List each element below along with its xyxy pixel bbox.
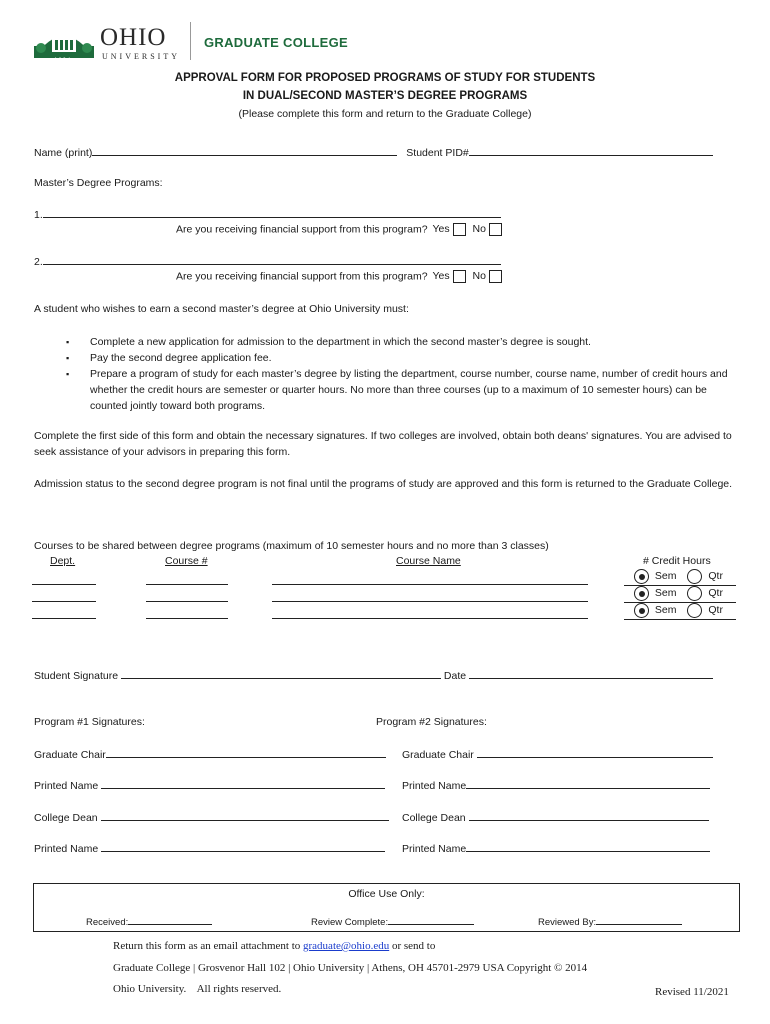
- college-dean-label: College Dean: [34, 812, 98, 824]
- sem-label: Sem: [654, 570, 677, 583]
- credit-hours-input-3[interactable]: [624, 619, 736, 620]
- program2-printed-name-row-1: [402, 779, 710, 792]
- requirement-item: ▪ Complete a new application for admission to the department in which the second master’s degree is sought.: [34, 334, 734, 350]
- pid-label: Student PID#: [406, 147, 469, 159]
- sem-label: Sem: [654, 587, 677, 600]
- program2-input[interactable]: [43, 255, 501, 265]
- graduate-college-label: GRADUATE COLLEGE: [204, 35, 348, 50]
- program1-printed-name-row-1: [34, 779, 385, 792]
- footer-send-text: or send to: [391, 940, 436, 952]
- printed-name-label: Printed Name: [34, 843, 99, 855]
- footer-line1: [113, 940, 435, 952]
- dept-input-1[interactable]: [32, 584, 96, 585]
- program1-signatures-label: Program #1 Signatures:: [34, 716, 145, 728]
- reviewed-by-row: [538, 916, 682, 928]
- col-course-name-header: Course Name: [396, 555, 461, 567]
- program1-printed-name-row-2: [34, 842, 385, 855]
- col-credit-hours-header: # Credit Hours: [643, 555, 711, 567]
- name-label: Name (print): [34, 147, 93, 159]
- program2-college-dean-row: [402, 811, 709, 824]
- name-row: [34, 146, 713, 159]
- program2-row: [34, 255, 501, 268]
- program2-yes-checkbox[interactable]: [453, 270, 466, 283]
- student-signature-label: Student Signature: [34, 670, 119, 682]
- program2-college-dean-input[interactable]: [469, 811, 709, 821]
- program1-yes-checkbox[interactable]: [453, 223, 466, 236]
- course-num-input-3[interactable]: [146, 618, 228, 619]
- qtr-label: Qtr: [708, 587, 723, 600]
- course-name-input-1[interactable]: [272, 584, 588, 585]
- instructions-paragraph: Complete the first side of this form and obtain the necessary signatures. If two colleges are involved, obtain both deans' signatures. You are advised to seek assistance of your advisors in preparing this form.: [34, 430, 732, 458]
- financial-question: Are you receiving financial support from this program?: [176, 223, 428, 236]
- program2-grad-chair-row: [402, 748, 713, 761]
- sem-radio-1[interactable]: [634, 569, 649, 584]
- ohio-university-logo: [32, 18, 182, 66]
- review-complete-label: Review Complete:: [311, 917, 389, 928]
- graduate-email-link[interactable]: graduate@ohio.edu: [303, 940, 390, 952]
- programs-label: Master’s Degree Programs:: [34, 177, 163, 189]
- dept-input-3[interactable]: [32, 618, 96, 619]
- admission-status-paragraph: Admission status to the second degree program is not final until the programs of study are approved and this form is returned to the Graduate College.: [34, 478, 733, 490]
- qtr-label: Qtr: [708, 604, 723, 617]
- review-complete-input[interactable]: [388, 916, 474, 925]
- program1-printed-name-input-1[interactable]: [101, 779, 385, 789]
- printed-name-label: Printed Name: [402, 843, 467, 855]
- review-complete-row: [311, 916, 474, 928]
- program2-printed-name-input-2[interactable]: [466, 842, 710, 852]
- course-num-input-2[interactable]: [146, 601, 228, 602]
- date-input[interactable]: [469, 669, 713, 679]
- printed-name-label: Printed Name: [34, 780, 99, 792]
- sem-label: Sem: [654, 604, 677, 617]
- reviewed-by-label: Reviewed By:: [538, 917, 597, 928]
- header-divider: [190, 22, 191, 60]
- pid-input[interactable]: [469, 146, 713, 156]
- requirement-item: ▪ Pay the second degree application fee.: [34, 350, 734, 366]
- program2-signatures-label: Program #2 Signatures:: [376, 716, 487, 728]
- received-row: [86, 916, 212, 928]
- program1-number: 1.: [34, 209, 43, 221]
- col-dept-header: Dept.: [50, 555, 76, 567]
- qtr-radio-1[interactable]: [687, 569, 702, 584]
- form-instruction: (Please complete this form and return to the Graduate College): [238, 108, 532, 120]
- requirements-intro: A student who wishes to earn a second master’s degree at Ohio University must:: [34, 303, 409, 315]
- qtr-radio-2[interactable]: [687, 586, 702, 601]
- grad-chair-label: Graduate Chair: [402, 749, 474, 761]
- requirements-list: [34, 334, 734, 414]
- program1-financial: [176, 223, 502, 236]
- course-num-input-1[interactable]: [146, 584, 228, 585]
- form-title-line1: APPROVAL FORM FOR PROPOSED PROGRAMS OF STUDY FOR STUDENTS: [174, 72, 596, 84]
- col-course-num-header: Course #: [165, 555, 208, 567]
- course-name-input-2[interactable]: [272, 601, 588, 602]
- footer-address: Graduate College | Grosvenor Hall 102 | Ohio University | Athens, OH 45701-2979 USA Copyright © 2014: [113, 962, 588, 974]
- no-label: No: [472, 270, 486, 283]
- program2-grad-chair-input[interactable]: [477, 748, 713, 758]
- reviewed-by-input[interactable]: [596, 916, 682, 925]
- program1-row: [34, 208, 501, 221]
- courses-heading: Courses to be shared between degree programs (maximum of 10 semester hours and no more than 3 classes): [34, 540, 549, 552]
- footer-rights: Ohio University. All rights reserved.: [113, 983, 282, 995]
- date-label: Date: [443, 670, 467, 682]
- program1-college-dean-input[interactable]: [101, 811, 389, 821]
- revised-date: Revised 11/2021: [655, 986, 729, 998]
- received-label: Received:: [86, 917, 129, 928]
- program2-financial: [176, 270, 502, 283]
- yes-label: Yes: [432, 223, 450, 236]
- college-dean-label: College Dean: [402, 812, 466, 824]
- sem-radio-2[interactable]: [634, 586, 649, 601]
- student-signature-input[interactable]: [121, 669, 441, 679]
- program1-college-dean-row: [34, 811, 389, 824]
- program1-grad-chair-row: [34, 748, 386, 761]
- program2-no-checkbox[interactable]: [489, 270, 502, 283]
- seal-year: 1804: [54, 58, 72, 64]
- footer-return-text: Return this form as an email attachment to: [113, 940, 301, 952]
- name-input[interactable]: [92, 146, 397, 156]
- financial-question: Are you receiving financial support from this program?: [176, 270, 428, 283]
- grad-chair-label: Graduate Chair: [34, 749, 106, 761]
- sem-radio-3[interactable]: [634, 603, 649, 618]
- printed-name-label: Printed Name: [402, 780, 467, 792]
- university-name: OHIO: [100, 24, 167, 51]
- credit-row-1: [634, 569, 723, 584]
- qtr-radio-3[interactable]: [687, 603, 702, 618]
- program1-no-checkbox[interactable]: [489, 223, 502, 236]
- received-input[interactable]: [128, 916, 212, 925]
- credit-row-2: [634, 586, 723, 601]
- requirement-item: ▪ Prepare a program of study for each master’s degree by listing the department, course number, course name, number of credit hours and whether the credit hours are semester or quarter hours. No more than three courses (up to a maximum of 10 semester hours) can be counted jointly toward both programs.: [34, 366, 734, 414]
- no-label: No: [472, 223, 486, 236]
- program2-number: 2.: [34, 256, 43, 268]
- student-signature-row: [34, 669, 713, 682]
- dept-input-2[interactable]: [32, 601, 96, 602]
- qtr-label: Qtr: [708, 570, 723, 583]
- university-subtitle: UNIVERSITY: [102, 52, 180, 61]
- program1-printed-name-input-2[interactable]: [101, 842, 385, 852]
- course-name-input-3[interactable]: [272, 618, 588, 619]
- office-use-title: Office Use Only:: [348, 888, 425, 900]
- credit-row-3: [634, 603, 723, 618]
- program2-printed-name-row-2: [402, 842, 710, 855]
- yes-label: Yes: [432, 270, 450, 283]
- form-title-line2: IN DUAL/SECOND MASTER’S DEGREE PROGRAMS: [242, 90, 528, 102]
- program1-grad-chair-input[interactable]: [106, 748, 386, 758]
- program1-input[interactable]: [43, 208, 501, 218]
- program2-printed-name-input-1[interactable]: [466, 779, 710, 789]
